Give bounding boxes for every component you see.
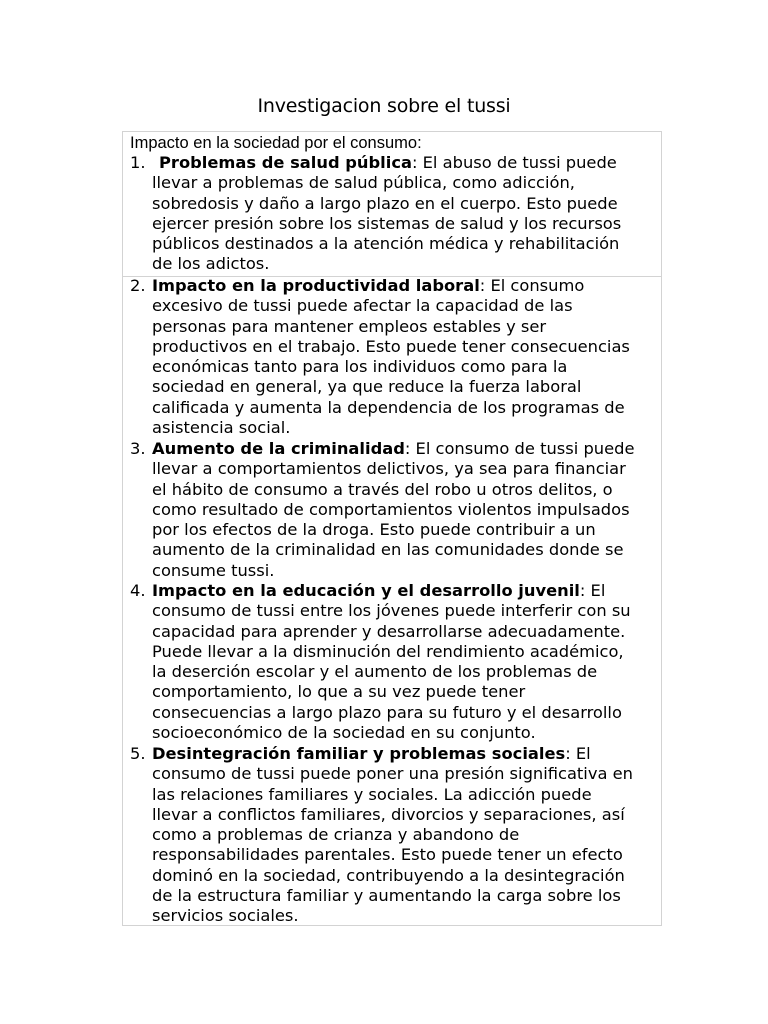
list-item-line: llevar a conflictos familiares, divorcios y separaciones, así — [152, 804, 625, 824]
list-item-line: consecuencias a largo plazo para su futuro y el desarrollo — [152, 702, 622, 722]
list-item-heading-suffix: : El consumo — [479, 276, 585, 295]
list-item-number: 5. — [130, 744, 146, 763]
list-item-text — [152, 153, 660, 275]
list-item-first-line — [152, 153, 660, 173]
list-item-line: como a problemas de crianza y abandono de — [152, 825, 520, 845]
list-item-text — [152, 276, 660, 438]
list-item-line: la deserción escolar y el aumento de los problemas de — [152, 662, 598, 682]
list-item — [130, 276, 660, 438]
list-item-first-line — [152, 744, 660, 764]
intro-text: Impacto en la sociedad por el consumo: — [130, 134, 422, 152]
list-item-line: llevar a comportamientos delictivos, ya sea para financiar — [152, 459, 626, 479]
list-item-heading-suffix: : El — [579, 581, 606, 600]
list-item-heading: Aumento de la criminalidad — [152, 439, 405, 458]
list-item-line: Puede llevar a la disminución del rendimiento académico, — [152, 641, 624, 661]
list-item-line: sociedad en general, ya que reduce la fuerza laboral — [152, 377, 582, 397]
list-item-line: comportamiento, lo que a su vez puede tener — [152, 682, 526, 702]
list-item-line: de la estructura familiar y aumentando la carga sobre los — [152, 886, 621, 906]
list-item-line: las relaciones familiares y sociales. La adicción puede — [152, 784, 592, 804]
list-item-heading-suffix: : El — [565, 744, 591, 763]
list-item-line: ejercer presión sobre los sistemas de salud y los recursos — [152, 213, 622, 233]
list-item-number: 2. — [130, 276, 146, 295]
list-item-line: personas para mantener empleos estables y ser — [152, 316, 547, 336]
list-item-text — [152, 744, 660, 927]
list-item-first-line — [152, 581, 660, 601]
list-item-number: 1. — [130, 153, 146, 172]
list-item-heading: Problemas de salud pública — [159, 153, 412, 172]
list-item-line: calificada y aumenta la dependencia de los programas de — [152, 397, 625, 417]
list-item-line: capacidad para aprender y desarrollarse adecuadamente. — [152, 621, 626, 641]
list-item-line: económicas tanto para los individuos como para la — [152, 357, 568, 377]
list-item-number: 4. — [130, 581, 146, 600]
list-item — [130, 153, 660, 275]
list-item-line: socioeconómico de la sociedad en su conjunto. — [152, 723, 536, 743]
list-item-first-line — [152, 439, 660, 459]
list-item-line: consume tussi. — [152, 560, 275, 580]
list-item-line: aumento de la criminalidad en las comunidades donde se — [152, 540, 624, 560]
list-item-line: consumo de tussi puede poner una presión significativa en — [152, 764, 633, 784]
list-item-text — [152, 581, 660, 743]
page-title: Investigacion sobre el tussi — [257, 95, 511, 117]
list-item-heading: Desintegración familiar y problemas sociales — [152, 744, 566, 763]
list-item-line: consumo de tussi entre los jóvenes puede interferir con su — [152, 601, 631, 621]
list-item-line: asistencia social. — [152, 418, 291, 438]
list-item — [130, 581, 660, 743]
list-item-line: como resultado de comportamientos violentos impulsados — [152, 499, 630, 519]
list-item-line: responsabilidades parentales. Esto puede tener un efecto — [152, 845, 623, 865]
list-item-heading-suffix: : El abuso de tussi puede — [411, 153, 617, 172]
list-item-line: dominó en la sociedad, contribuyendo a la desintegración — [152, 865, 625, 885]
list-item-line: servicios sociales. — [152, 906, 299, 926]
list-item — [130, 744, 660, 927]
list-item-line: sobredosis y daño a largo plazo en el cuerpo. Esto puede — [152, 193, 618, 213]
list-item-first-line — [152, 276, 660, 296]
list-item-heading: Impacto en la educación y el desarrollo juvenil — [152, 581, 580, 600]
list-item — [130, 439, 660, 581]
list-item-heading: Impacto en la productividad laboral — [152, 276, 480, 295]
list-item-line: públicos destinados a la atención médica y rehabilitación — [152, 234, 620, 254]
list-item-line: excesivo de tussi puede afectar la capacidad de las — [152, 296, 573, 316]
list-item-number: 3. — [130, 439, 146, 458]
list-item-line: llevar a problemas de salud pública, como adicción, — [152, 173, 575, 193]
list-item-heading-suffix: : El consumo de tussi puede — [404, 439, 635, 458]
list-item-line: por los efectos de la droga. Esto puede contribuir a un — [152, 520, 596, 540]
list-item-line: el hábito de consumo a través del robo u otros delitos, o — [152, 479, 613, 499]
list-item-line: de los adictos. — [152, 254, 270, 274]
list-item-text — [152, 439, 660, 581]
list-item-line: productivos en el trabajo. Esto puede tener consecuencias — [152, 336, 630, 356]
